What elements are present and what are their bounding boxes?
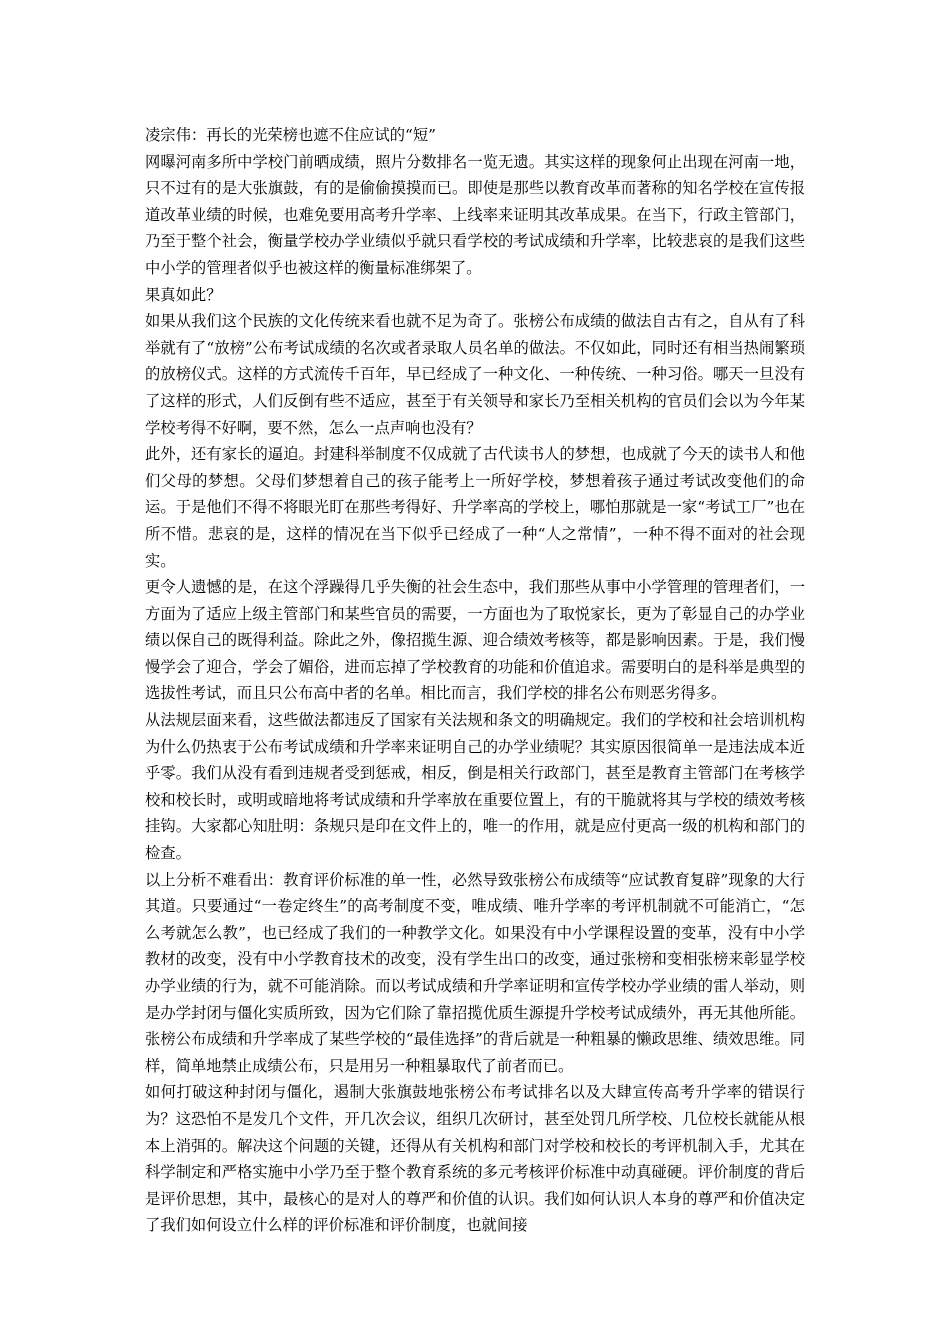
document-title: 凌宗伟：再长的光荣榜也遮不住应试的“短” xyxy=(145,126,436,144)
paragraph-3: 如果从我们这个民族的文化传统来看也就不足为奇了。张榜公布成绩的做法自古有之，自从有了科举就有了“放榜”公布考试成绩的名次或者录取人员名单的做法。不仅如此，同时还有相当热闹繁琐的放榜仪式。这样的方式流传千百年，早已经成了一种文化、一种传统、一种习俗。哪天一旦没有了这样的形式，人们反倒有些不适应，甚至于有关领导和家长乃至相关机构的官员们会以为今年某学校考得不好啊，要不然，怎么一点声响也没有？ xyxy=(145,312,805,437)
paragraph-5: 更令人遗憾的是，在这个浮躁得几乎失衡的社会生态中，我们那些从事中小学管理的管理者们，一方面为了适应上级主管部门和某些官员的需要，一方面也为了取悦家长，更为了彰显自己的办学业绩以保自己的既得利益。除此之外，像招揽生源、迎合绩效考核等，都是影响因素。于是，我们慢慢学会了迎合，学会了媚俗，进而忘掉了学校教育的功能和价值追求。需要明白的是科举是典型的选拔性考试，而且只公布高中者的名单。相比而言，我们学校的排名公布则恶劣得多。 xyxy=(145,578,805,703)
paragraph-7: 以上分析不难看出：教育评价标准的单一性，必然导致张榜公布成绩等“应试教育复辟”现象的大行其道。只要通过“一卷定终生”的高考制度不变，唯成绩、唯升学率的考评机制就不可能消亡，“怎么考就怎么教”，也已经成了我们的一种教学文化。如果没有中小学课程设置的变革，没有中小学教材的改变，没有中小学教育技术的改变，没有学生出口的改变，通过张榜和变相张榜来彰显学校办学业绩的行为，就不可能消除。而以考试成绩和升学率证明和宣传学校办学业绩的雷人举动，则是办学封闭与僵化实质所致，因为它们除了靠招揽优质生源提升学校考试成绩外，再无其他所能。张榜公布成绩和升学率成了某些学校的“最佳选择”的背后就是一种粗暴的懒政思维、绩效思维。同样，简单地禁止成绩公布，只是用另一种粗暴取代了前者而已。 xyxy=(145,870,805,1075)
paragraph-1: 网曝河南多所中学校门前晒成绩，照片分数排名一览无遗。其实这样的现象何止出现在河南一地，只不过有的是大张旗鼓，有的是偷偷摸摸而已。即使是那些以教育改革而著称的知名学校在宣传报道改革业绩的时候，也难免要用高考升学率、上线率来证明其改革成果。在当下，行政主管部门，乃至于整个社会，衡量学校办学业绩似乎就只看学校的考试成绩和升学率，比较悲哀的是我们这些中小学的管理者似乎也被这样的衡量标准绑架了。 xyxy=(145,152,805,277)
document-page xyxy=(145,122,805,1239)
paragraph-2: 果真如此？ xyxy=(145,285,222,304)
paragraph-4: 此外，还有家长的逼迫。封建科举制度不仅成就了古代读书人的梦想，也成就了今天的读书人和他们父母的梦想。父母们梦想着自己的孩子能考上一所好学校，梦想着孩子通过考试改变他们的命运。于是他们不得不将眼光盯在那些考得好、升学率高的学校上，哪怕那就是一家“考试工厂”也在所不惜。悲哀的是，这样的情况在当下似乎已经成了一种“人之常情”，一种不得不面对的社会现实。 xyxy=(145,445,805,570)
paragraph-8: 如何打破这种封闭与僵化，遏制大张旗鼓地张榜公布考试排名以及大肆宣传高考升学率的错误行为？这恐怕不是发几个文件，开几次会议，组织几次研讨，甚至处罚几所学校、几位校长就能从根本上消弭的。解决这个问题的关键，还得从有关机构和部门对学校和校长的考评机制入手，尤其在科学制定和严格实施中小学乃至于整个教育系统的多元考核评价标准中动真碰硬。评价制度的背后是评价思想，其中，最核心的是对人的尊严和价值的认识。我们如何认识人本身的尊严和价值决定了我们如何设立什么样的评价标准和评价制度，也就间接 xyxy=(145,1083,805,1235)
paragraph-6: 从法规层面来看，这些做法都违反了国家有关法规和条文的明确规定。我们的学校和社会培训机构为什么仍热衷于公布考试成绩和升学率来证明自己的办学业绩呢？其实原因很简单一是违法成本近乎零。我们从没有看到违规者受到惩戒，相反，倒是相关行政部门，甚至是教育主管部门在考核学校和校长时，或明或暗地将考试成绩和升学率放在重要位置上，有的干脆就将其与学校的绩效考核挂钩。大家都心知肚明：条规只是印在文件上的，唯一的作用，就是应付更高一级的机构和部门的检查。 xyxy=(145,711,805,863)
